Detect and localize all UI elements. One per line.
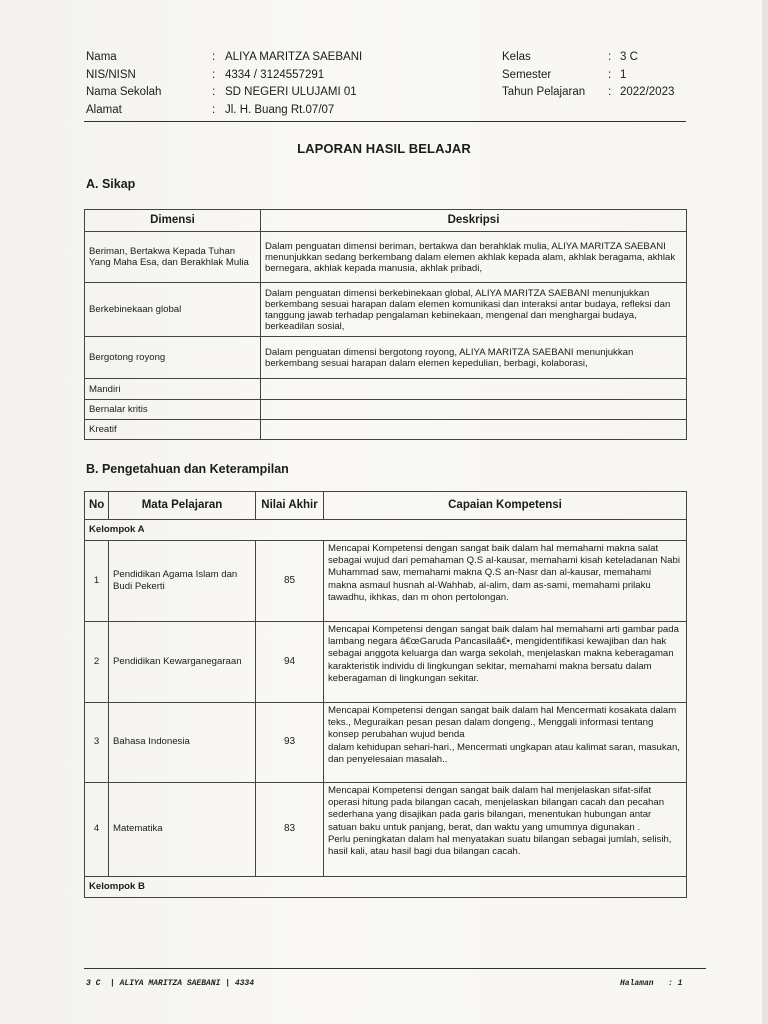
- deskripsi-cell: Dalam penguatan dimensi bergotong royong, ALIYA MARITZA SAEBANI menunjukkan berkembang sesuai harapan dalam elemen kepedulian, berbagi, kolaborasi,: [261, 337, 687, 379]
- info-value: 2022/2023: [620, 86, 675, 98]
- info-row-kelas: [502, 49, 674, 67]
- deskripsi-cell: [261, 400, 687, 420]
- score-cell: 94: [256, 622, 324, 703]
- group-row: [85, 520, 687, 541]
- subject-cell: Matematika: [109, 783, 256, 877]
- info-colon: :: [212, 51, 216, 63]
- info-row-semester: [502, 67, 674, 85]
- col-header-dimensi: Dimensi: [85, 210, 261, 232]
- footer-divider: [84, 968, 706, 969]
- dimensi-cell: Kreatif: [85, 420, 261, 440]
- info-row-nama: [86, 49, 362, 67]
- col-header-deskripsi: Deskripsi: [261, 210, 687, 232]
- table-row: [85, 420, 687, 440]
- deskripsi-cell: [261, 420, 687, 440]
- deskripsi-cell: Dalam penguatan dimensi beriman, bertakwa dan berahklak mulia, ALIYA MARITZA SAEBANI menunjukkan sedang berkembang dalam elemen akhlak kepada alam, akhlak beragama, akhlak bernegara, akhlak kepada manusia, akhlak pribadi,: [261, 232, 687, 283]
- class-info: [502, 49, 674, 102]
- info-colon: :: [608, 86, 612, 98]
- info-colon: :: [212, 68, 216, 81]
- row-number: 2: [85, 622, 109, 703]
- info-colon: :: [212, 103, 216, 116]
- deskripsi-cell: [261, 379, 687, 400]
- row-number: 3: [85, 703, 109, 783]
- info-value: ALIYA MARITZA SAEBANI: [225, 51, 363, 63]
- group-label: Kelompok A: [85, 520, 687, 541]
- dimensi-cell: Mandiri: [85, 379, 261, 400]
- table-row: [85, 337, 687, 379]
- info-row-nis: [86, 67, 362, 85]
- competency-cell: Mencapai Kompetensi dengan sangat baik dalam hal memahami arti gambar pada lambang negara â€œGaruda Pancasilaâ€•, mengidentifikasi kewajiban dan hak sebagai anggota keluarga dan warga sekolah, menjelaskan makna keberagaman karakteristik individu di lingkungan sekitar, memahami makna bersatu dalam keberagaman di lingkungan sekitar.: [324, 622, 687, 703]
- table-row: [85, 541, 687, 622]
- info-value: 4334 / 3124557291: [225, 68, 325, 81]
- dimensi-cell: Berkebinekaan global: [85, 283, 261, 337]
- table-row: [85, 283, 687, 337]
- sikap-table: [84, 209, 687, 440]
- info-label: Alamat: [86, 103, 122, 116]
- info-label: Nama Sekolah: [86, 86, 162, 98]
- table-row: [85, 703, 687, 783]
- table-row: [85, 400, 687, 420]
- group-label: Kelompok B: [85, 877, 687, 898]
- footer-page-number: Halaman : 1: [620, 979, 683, 988]
- info-label: Kelas: [502, 51, 531, 63]
- info-row-sekolah: [86, 84, 362, 102]
- row-number: 4: [85, 783, 109, 877]
- header-divider: [84, 121, 686, 122]
- info-value: 1: [620, 68, 627, 81]
- table-row: [85, 379, 687, 400]
- competency-cell: Mencapai Kompetensi dengan sangat baik dalam hal Mencermati kosakata dalam teks., Meguraikan pesan pesan dalam dongeng., Menggali informasi tentang konsep perubahan wujud benda dalam kehidupan sehari-hari., Mencermati ungkapan atau kalimat saran, masukan, dan penyelesaian masalah..: [324, 703, 687, 783]
- page-title: LAPORAN HASIL BELAJAR: [297, 141, 471, 156]
- info-label: Semester: [502, 68, 552, 81]
- dimensi-cell: Bernalar kritis: [85, 400, 261, 420]
- competency-cell: Mencapai Kompetensi dengan sangat baik dalam hal memahami makna salat sebagai wujud dari pemahaman Q.S al-kausar, memahami kisah keteladanan Nabi Muhammad saw, memahami makna Q.S an-Nasr dan al-kausar, memahami makna asmaul husnah al-Wahhab, al-alim, dam as-sami, memahami prilaku tawadhu, ikhkas, dan m ohon pertolongan.: [324, 541, 687, 622]
- row-number: 1: [85, 541, 109, 622]
- section-b-heading: B. Pengetahuan dan Keterampilan: [86, 462, 289, 476]
- group-row: [85, 877, 687, 898]
- subject-cell: Pendidikan Kewarganegaraan: [109, 622, 256, 703]
- dimensi-cell: Beriman, Bertakwa Kepada Tuhan Yang Maha Esa, dan Berakhlak Mulia: [85, 232, 261, 283]
- dimensi-cell: Bergotong royong: [85, 337, 261, 379]
- info-row-alamat: [86, 102, 362, 120]
- student-info: [86, 49, 362, 119]
- deskripsi-cell: Dalam penguatan dimensi berkebinekaan global, ALIYA MARITZA SAEBANI menunjukkan berkembang sesuai harapan dalam elemen komunikasi dan interaksi antar budaya, refleksi dan tanggung jawab terhadap pengalaman kebinekaan, mengenal dan menghargai budaya, berkeadilan sosial,: [261, 283, 687, 337]
- col-header-capaian: Capaian Kompetensi: [324, 492, 687, 520]
- table-row: [85, 622, 687, 703]
- info-colon: :: [608, 68, 612, 81]
- info-label: NIS/NISN: [86, 68, 136, 81]
- info-label: Nama: [86, 51, 117, 63]
- info-row-tahun: [502, 84, 674, 102]
- score-cell: 83: [256, 783, 324, 877]
- col-header-no: No: [85, 492, 109, 520]
- table-header-row: [85, 210, 687, 232]
- score-cell: 85: [256, 541, 324, 622]
- section-a-heading: A. Sikap: [86, 177, 136, 191]
- info-value: SD NEGERI ULUJAMI 01: [225, 86, 357, 98]
- info-colon: :: [608, 51, 612, 63]
- table-row: [85, 783, 687, 877]
- info-value: Jl. H. Buang Rt.07/07: [225, 103, 335, 116]
- subject-cell: Bahasa Indonesia: [109, 703, 256, 783]
- info-label: Tahun Pelajaran: [502, 86, 586, 98]
- table-header-row: [85, 492, 687, 520]
- footer-student-info: 3 C | ALIYA MARITZA SAEBANI | 4334: [86, 979, 255, 988]
- col-header-nilai: Nilai Akhir: [256, 492, 324, 520]
- info-colon: :: [212, 86, 216, 98]
- table-row: [85, 232, 687, 283]
- score-cell: 93: [256, 703, 324, 783]
- col-header-mapel: Mata Pelajaran: [109, 492, 256, 520]
- competency-cell: Mencapai Kompetensi dengan sangat baik dalam hal menjelaskan sifat-sifat operasi hitung pada bilangan cacah, menjelaskan bilangan cacah dan pecahan sederhana yang disajikan pada garis bilangan, menentukan hubungan antar satuan baku untuk panjang, berat, dan waktu yang umumnya digunakan . Perlu peningkatan dalam hal menyatakan suatu bilangan sebagai jumlah, selisih, hasil kali, atau hasil bagi dua bilangan cacah.: [324, 783, 687, 877]
- info-value: 3 C: [620, 51, 638, 63]
- nilai-table: [84, 491, 687, 898]
- subject-cell: Pendidikan Agama Islam dan Budi Pekerti: [109, 541, 256, 622]
